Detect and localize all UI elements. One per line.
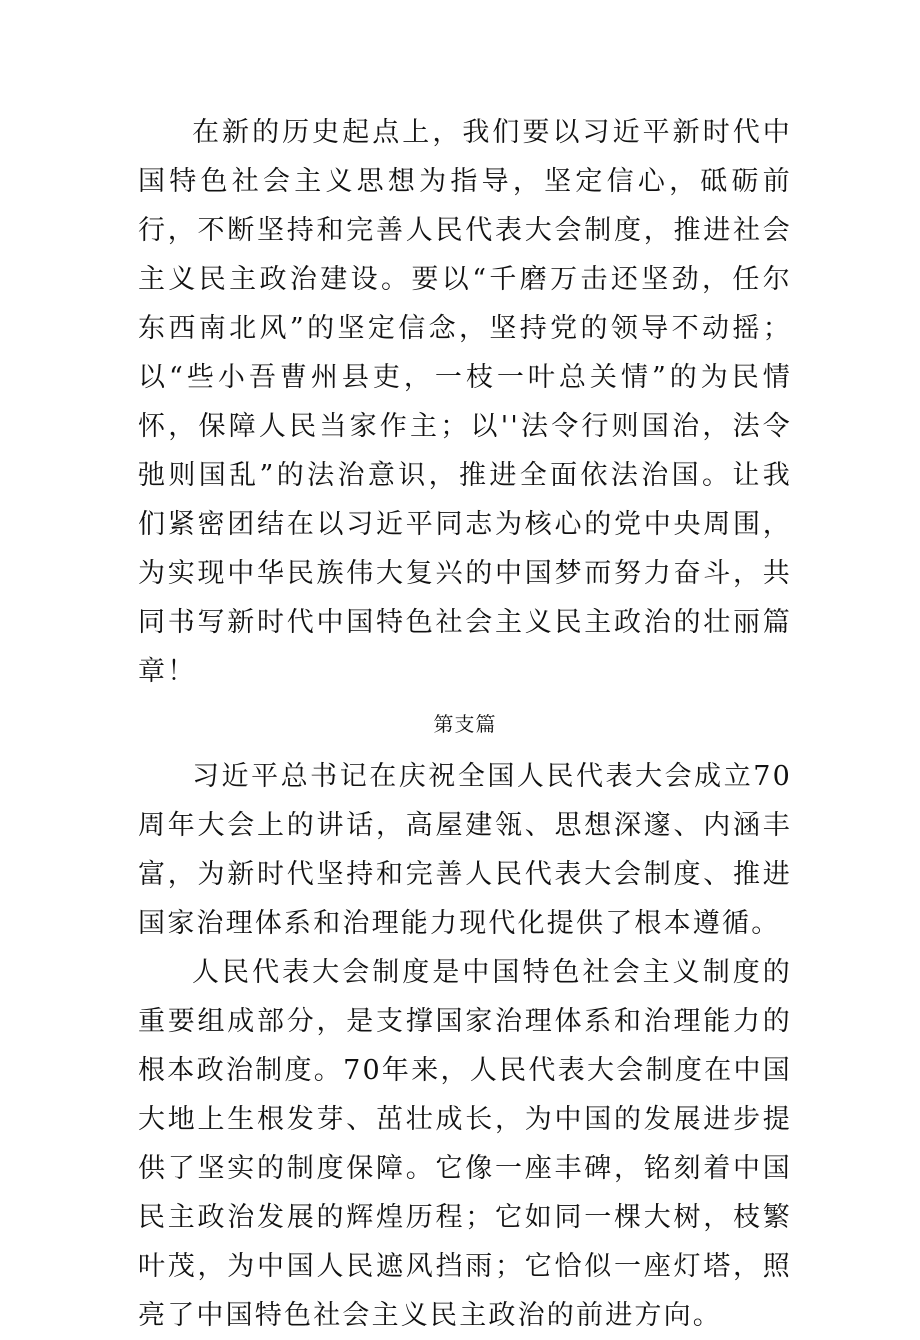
section-heading: 第支篇 xyxy=(433,712,497,736)
paragraph-3: 人民代表大会制度是中国特色社会主义制度的重要组成部分，是支撑国家治理体系和治理能力的根本政治制度。70年来，人民代表大会制度在中国大地上生根发芽、茁壮成长，为中国的发展进步提供了坚实的制度保障。它像一座丰碑，铭刻着中国民主政治发展的辉煌历程；它如同一棵大树，枝繁叶茂，为中国人民遮风挡雨；它恰似一座灯塔，照亮了中国特色社会主义民主政治的前进方向。 xyxy=(138,957,792,1331)
paragraph-2: 习近平总书记在庆祝全国人民代表大会成立70周年大会上的讲话，高屋建瓴、思想深邃、内涵丰富，为新时代坚持和完善人民代表大会制度、推进国家治理体系和治理能力现代化提供了根本遵循。 xyxy=(138,761,792,939)
paragraph-1: 在新的历史起点上，我们要以习近平新时代中国特色社会主义思想为指导，坚定信心，砥砺前行，不断坚持和完善人民代表大会制度，推进社会主义民主政治建设。要以“千磨万击还坚劲，任尔东西南北风”的坚定信念，坚持党的领导不动摇；以“些小吾曹州县吏，一枝一叶总关情”的为民情怀，保障人民当家作主；以''法令行则国治，法令弛则国乱”的法治意识，推进全面依法治国。让我们紧密团结在以习近平同志为核心的党中央周围，为实现中华民族伟大复兴的中国梦而努力奋斗，共同书写新时代中国特色社会主义民主政治的壮丽篇章！ xyxy=(138,117,792,687)
document-body xyxy=(138,108,792,1340)
